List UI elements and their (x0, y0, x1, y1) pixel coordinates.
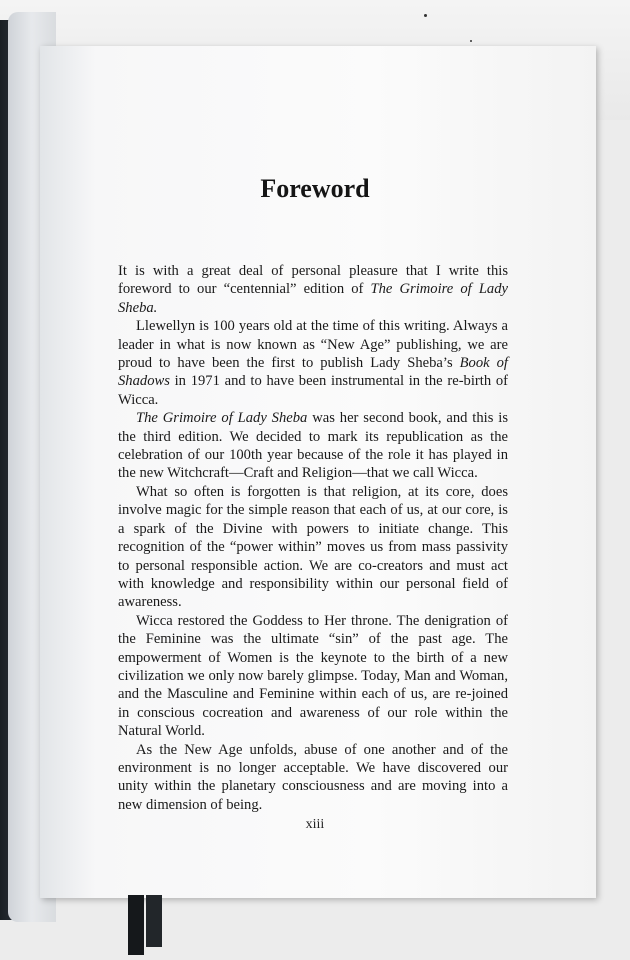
bookmark-ribbon (146, 895, 162, 947)
paragraph-text: What so often is forgotten is that religion, at its core, does involve magic for the simple reason that each of us, at our core, is a spark of the Divine with powers to initiate change. This recognition of the “power within” moves us from mass passivity to personal responsible action. We are co-creators and must act with knowledge and responsibility within our personal field of awareness. (118, 483, 508, 611)
dust-speck (470, 40, 472, 42)
body-paragraph (118, 741, 508, 815)
chapter-heading: Foreword (260, 174, 370, 203)
dust-speck (424, 14, 427, 17)
body-paragraph (118, 262, 508, 317)
page-number: xiii (305, 817, 325, 832)
paragraph-text: Llewellyn is 100 years old at the time of this writing. Always a leader in what is now known as “New Age” publishing, we are proud to have been the first to publish Lady Sheba’s (118, 318, 508, 372)
paragraph-text: As the New Age unfolds, abuse of one another and of the environment is no longer acceptable. We have discovered our unity within the planetary consciousness and are moving into a new dimension of being. (118, 741, 508, 813)
italic-title: The Grimoire of Lady Sheba. (118, 281, 509, 316)
body-paragraph (118, 483, 508, 612)
bookmark-ribbon (128, 895, 144, 955)
body-paragraph (118, 612, 508, 741)
italic-title: The Grimoire of Lady Sheba (136, 410, 308, 427)
foreword-body (118, 262, 508, 814)
paragraph-text: was her second book, and this is the third edition. We decided to mark its republication as the celebration of our 100th year because of the role it has played in the new Witchcraft—Craft and Religion—that we call Wicca. (118, 410, 508, 482)
body-paragraph (118, 409, 508, 483)
italic-title: Book of Shadows (118, 355, 508, 390)
paragraph-text: Wicca restored the Goddess to Her throne. The denigration of the Feminine was the ultimate “sin” of the past age. The empowerment of Women is the keynote to the birth of a new civilization we only now barely glimpse. Today, Man and Woman, and the Masculine and Feminine within each of us, are re-joined in conscious cocreation and awareness of our role within the Natural World. (118, 612, 508, 740)
body-paragraph (118, 317, 508, 409)
paragraph-text: in 1971 and to have been instrumental in the re-birth of Wicca. (118, 373, 508, 408)
paragraph-text: It is with a great deal of personal pleasure that I write this foreword to our “centennial” edition of (118, 263, 508, 298)
